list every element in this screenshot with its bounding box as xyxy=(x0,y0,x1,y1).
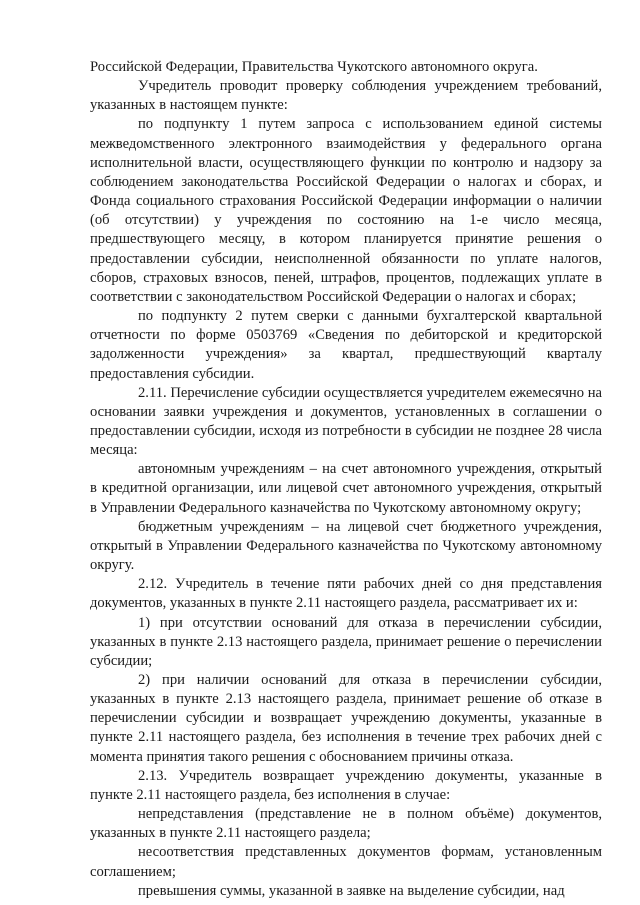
paragraph: превышения суммы, указанной в заявке на выделение субсидии, над xyxy=(138,882,565,899)
paragraph: Российской Федерации, Правительства Чукотского автономного округа. xyxy=(90,59,538,75)
paragraph: непредставления (представление не в полном объёме) документов, указанных в пункте 2.11 настоящего раздела; xyxy=(90,806,602,842)
paragraph: 2) при наличии оснований для отказа в перечислении субсидии, указанных в пункте 2.13 настоящего раздела, принимает решение об отказе в перечислении субсидии и возвращает учреждению документы, указанные в пункте 2.11 настоящего раздела, без исполнения в течение трех рабочих дней с момента принятия такого решения с обоснованием причины отказа. xyxy=(90,672,602,765)
paragraph: 2.13. Учредитель возвращает учреждению документы, указанные в пункте 2.11 настоящего раздела, без исполнения в случае: xyxy=(90,767,602,803)
paragraph: по подпункту 1 путем запроса с использованием единой системы межведомственного электронного взаимодействия у федерального органа исполнительной власти, осуществляющего функции по контролю и надзору за соблюдением законодательства Российской Федерации о налогах и сборах, и Фонда социального страхования Российской Федерации информации о наличии (об отсутствии) у учреждения по состоянию на 1-е число месяца, предшествующего месяцу, в котором планируется принятие решения о предоставлении субсидии, неисполненной обязанности по уплате налогов, сборов, страховых взносов, пеней, штрафов, процентов, подлежащих уплате в соответствии с законодательством Российской Федерации о налогах и сборах; xyxy=(90,116,602,305)
paragraph: бюджетным учреждениям – на лицевой счет бюджетного учреждения, открытый в Управлении Федерального казначейства по Чукотскому автономному округу. xyxy=(90,518,602,574)
paragraph: 2.11. Перечисление субсидии осуществляется учредителем ежемесячно на основании заявки учреждения и документов, установленных в соглашении о предоставлении субсидии, исходя из потребности в субсидии не позднее 28 числа месяца: xyxy=(90,384,602,459)
paragraph: 1) при отсутствии оснований для отказа в перечислении субсидии, указанных в пункте 2.13 настоящего раздела, принимает решение о перечислении субсидии; xyxy=(90,614,602,669)
paragraph: Учредитель проводит проверку соблюдения учреждением требований, указанных в настоящем пункте: xyxy=(90,78,602,114)
paragraph: несоответствия представленных документов формам, установленным соглашением; xyxy=(90,844,602,880)
paragraph: автономным учреждениям – на счет автономного учреждения, открытый в кредитной организации, или лицевой счет автономного учреждения, открытый в Управлении Федерального казначейства по Чукотскому автономному округу; xyxy=(90,461,602,516)
paragraph: по подпункту 2 путем сверки с данными бухгалтерской квартальной отчетности по форме 0503769 «Сведения по дебиторской и кредиторской задолженности учреждения» за квартал, предшествующий кварталу предоставления субсидии. xyxy=(90,308,602,382)
paragraph: 2.12. Учредитель в течение пяти рабочих дней со дня представления документов, указанных в пункте 2.11 настоящего раздела, рассматривает их и: xyxy=(90,576,602,612)
document-body xyxy=(90,58,602,901)
